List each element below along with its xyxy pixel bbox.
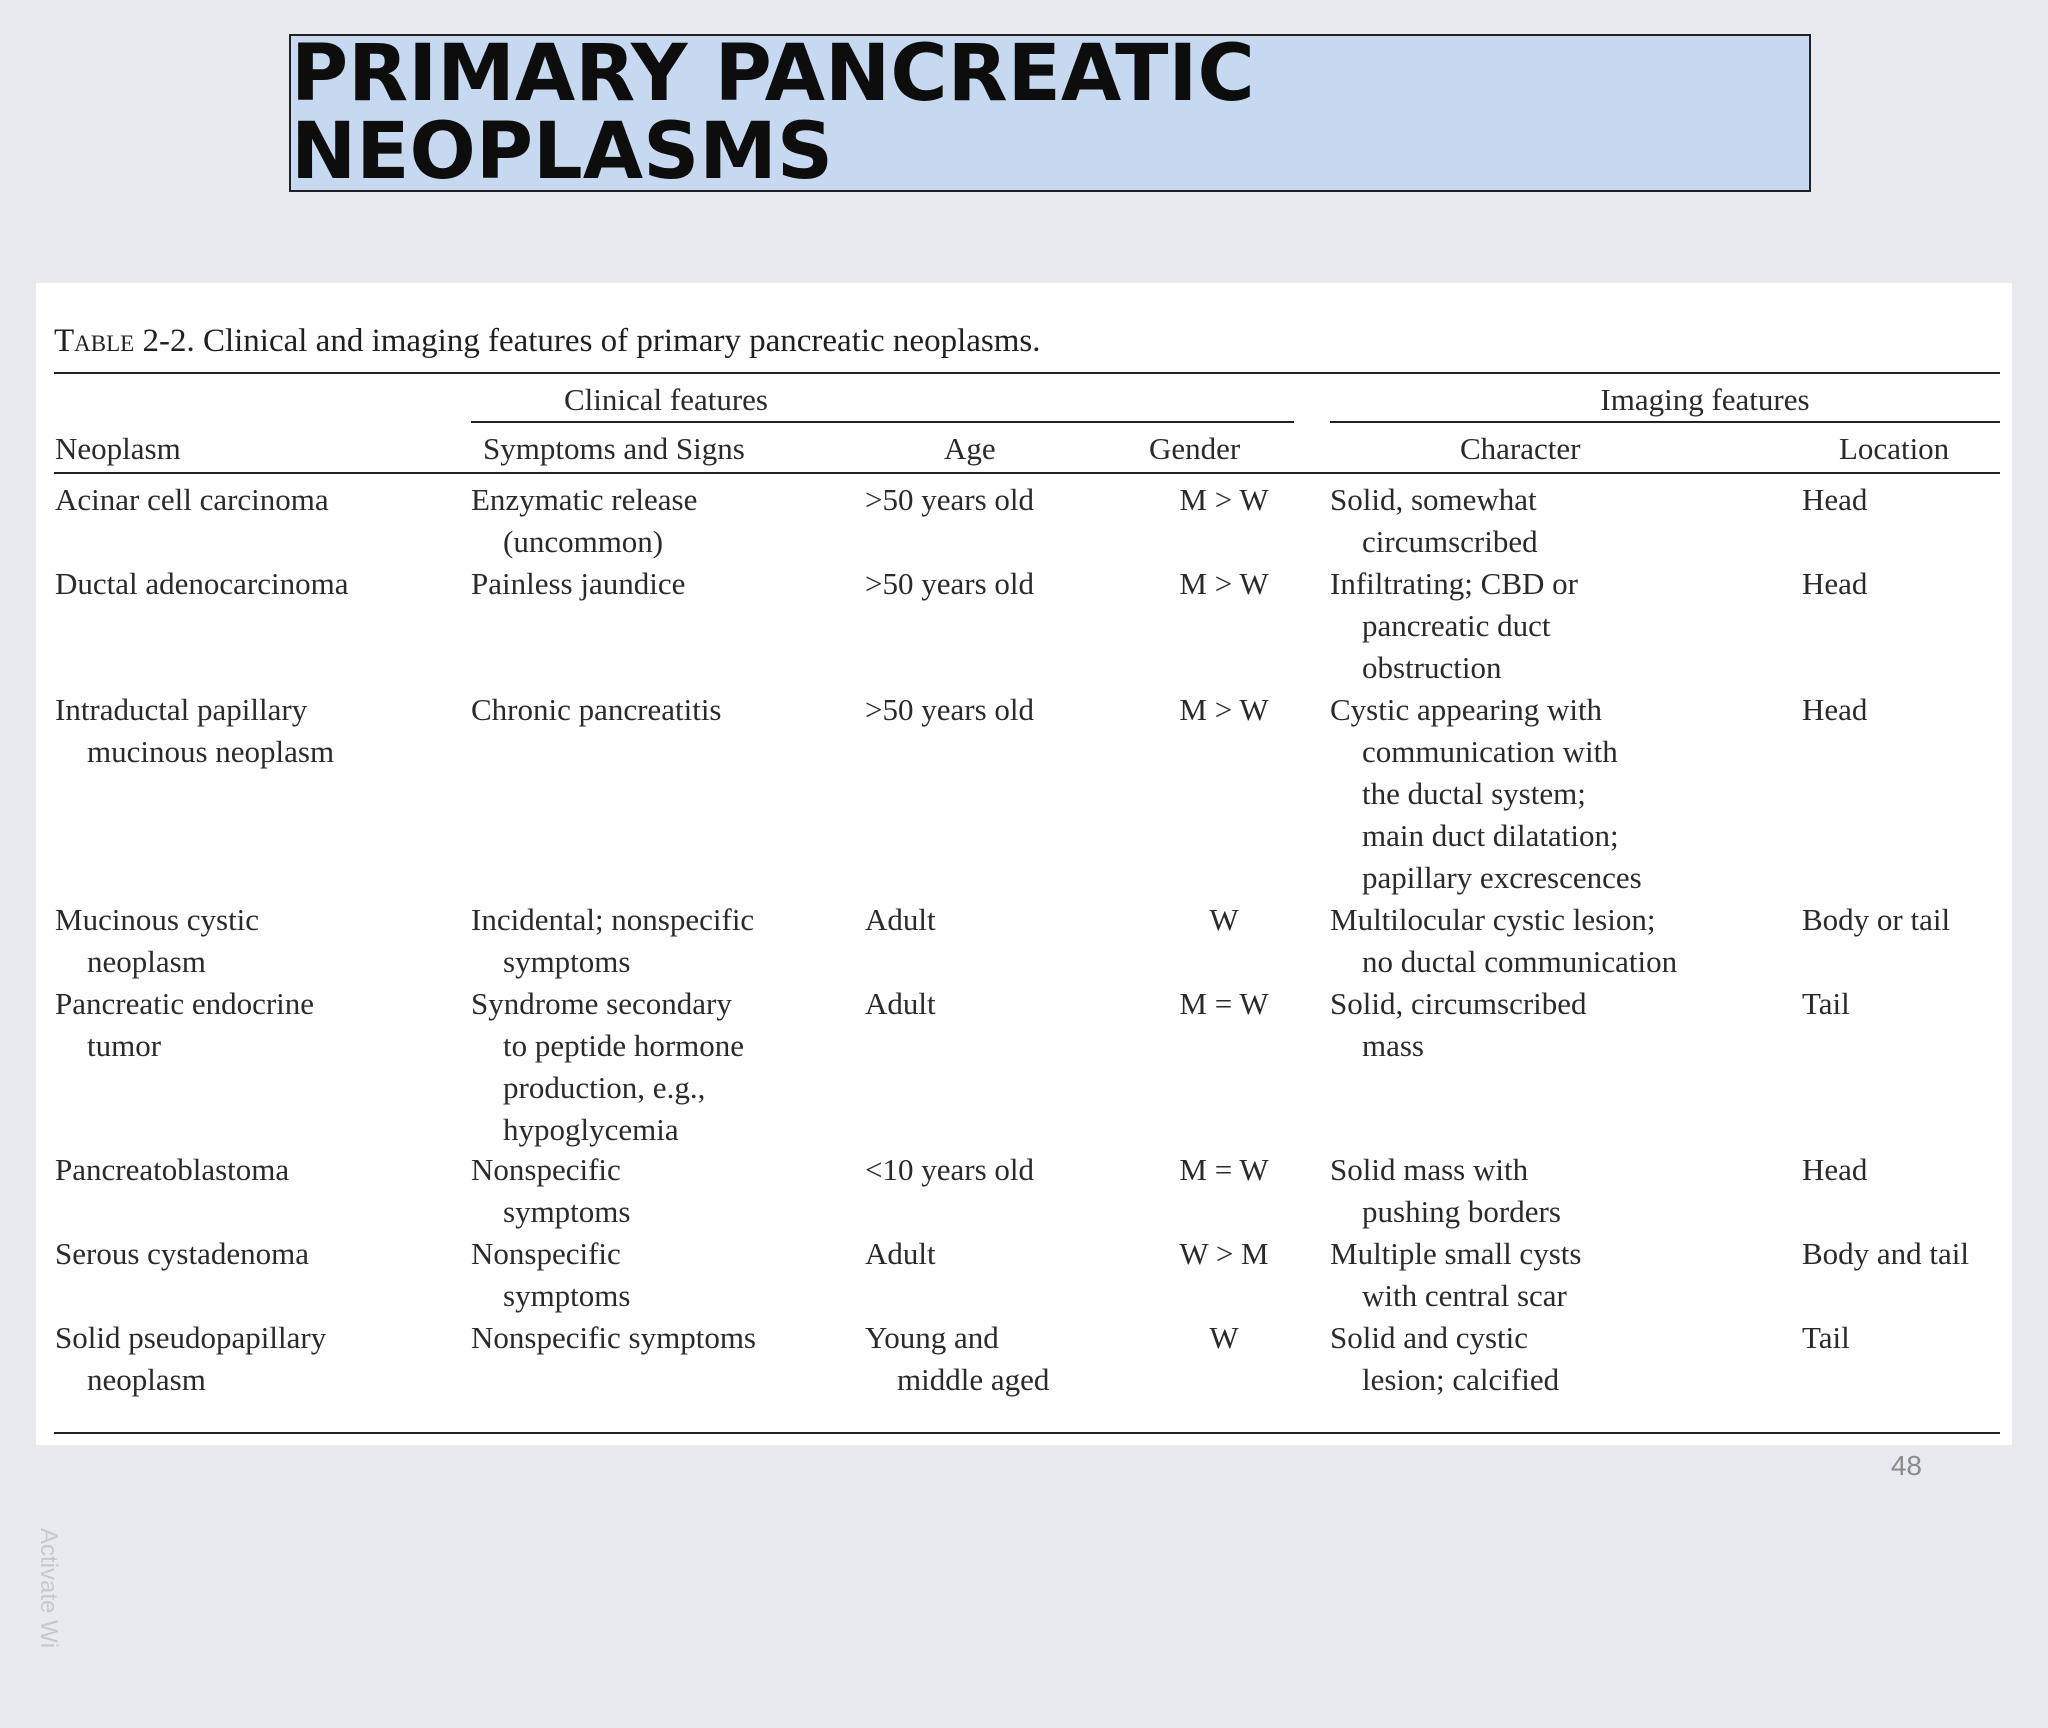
cell-symptoms-line: Enzymatic release — [471, 482, 698, 517]
cell-neoplasm-line: tumor — [87, 1028, 162, 1063]
cell-gender-line: M = W — [1179, 1152, 1269, 1187]
cell-symptoms-line: Syndrome secondary — [471, 986, 732, 1021]
slide-title-box — [289, 29, 1811, 197]
cell-character-line: Cystic appearing with — [1330, 692, 1603, 727]
cell-character-line: Solid, circumscribed — [1330, 986, 1587, 1021]
cell-location — [1802, 899, 1950, 941]
cell-location-line: Body and tail — [1802, 1236, 1970, 1271]
cell-character — [1330, 689, 1642, 899]
cell-gender — [1149, 563, 1299, 605]
cell-neoplasm-line: Pancreatic endocrine — [55, 986, 315, 1021]
cell-character-line: circumscribed — [1362, 524, 1538, 559]
cell-symptoms — [471, 689, 722, 731]
cell-neoplasm-line: Mucinous cystic — [55, 902, 260, 937]
cell-symptoms-line: Incidental; nonspecific — [471, 902, 755, 937]
cell-age — [865, 563, 1034, 605]
cell-symptoms-line: symptoms — [503, 944, 631, 979]
cell-age-line: Adult — [865, 986, 936, 1021]
cell-gender — [1149, 689, 1299, 731]
cell-character — [1330, 983, 1587, 1067]
cell-neoplasm — [55, 1233, 309, 1275]
group-header-clinical: Clinical features — [564, 382, 768, 417]
cell-neoplasm-line: Serous cystadenoma — [55, 1236, 309, 1271]
cell-character-line: Infiltrating; CBD or — [1330, 566, 1578, 601]
table-caption — [54, 323, 1041, 360]
column-header-neoplasm: Neoplasm — [55, 431, 181, 466]
cell-location-line: Tail — [1802, 986, 1850, 1021]
cell-symptoms — [471, 983, 744, 1151]
cell-character — [1330, 1317, 1559, 1401]
cell-character-line: mass — [1362, 1028, 1424, 1063]
cell-age-line: middle aged — [897, 1362, 1050, 1397]
cell-symptoms-line: hypoglycemia — [503, 1112, 679, 1147]
cell-location-line: Head — [1802, 566, 1868, 601]
cell-character-line: papillary excrescences — [1362, 860, 1642, 895]
cell-neoplasm — [55, 983, 314, 1067]
cell-age — [865, 479, 1034, 521]
clinical-group-rule — [471, 421, 1294, 423]
cell-character-line: pushing borders — [1362, 1194, 1561, 1229]
column-header-age: Age — [944, 431, 996, 466]
cell-character-line: the ductal system; — [1362, 776, 1586, 811]
column-header-character: Character — [1460, 431, 1581, 466]
cell-age — [865, 1317, 1049, 1401]
cell-character-line: Multiple small cysts — [1330, 1236, 1582, 1271]
slide-title: PRIMARY PANCREATIC NEOPLASMS — [291, 29, 1255, 197]
column-header-location: Location — [1839, 431, 1950, 466]
cell-character-line: Solid and cystic — [1330, 1320, 1529, 1355]
cell-location-line: Head — [1802, 1152, 1868, 1187]
cell-neoplasm — [55, 1149, 289, 1191]
cell-symptoms-line: Nonspecific symptoms — [471, 1320, 756, 1355]
table-top-rule — [54, 372, 2000, 374]
cell-character-line: with central scar — [1362, 1278, 1567, 1313]
cell-location-line: Body or tail — [1802, 902, 1951, 937]
cell-location-line: Tail — [1802, 1320, 1850, 1355]
cell-location — [1802, 563, 1867, 605]
cell-character-line: no ductal communication — [1362, 944, 1678, 979]
cell-age-line: Adult — [865, 902, 936, 937]
cell-neoplasm — [55, 479, 329, 521]
cell-symptoms-line: symptoms — [503, 1194, 631, 1229]
cell-symptoms — [471, 1317, 756, 1359]
cell-location — [1802, 1149, 1867, 1191]
cell-gender — [1149, 1317, 1299, 1359]
cell-location — [1802, 983, 1850, 1025]
column-header-symptoms: Symptoms and Signs — [483, 431, 745, 466]
cell-gender-line: M > W — [1179, 692, 1269, 727]
watermark — [35, 1528, 68, 1728]
cell-location — [1802, 479, 1867, 521]
cell-gender-line: M = W — [1179, 986, 1269, 1021]
cell-neoplasm — [55, 689, 334, 773]
cell-gender — [1149, 1149, 1299, 1191]
group-header-imaging: Imaging features — [1600, 382, 1810, 417]
cell-location — [1802, 1317, 1850, 1359]
cell-symptoms-line: Nonspecific — [471, 1236, 621, 1271]
cell-symptoms-line: symptoms — [503, 1278, 631, 1313]
cell-gender-line: W — [1209, 902, 1239, 937]
cell-symptoms-line: Chronic pancreatitis — [471, 692, 722, 727]
cell-gender — [1149, 899, 1299, 941]
cell-character-line: Multilocular cystic lesion; — [1330, 902, 1656, 937]
header-bottom-rule — [54, 472, 2000, 474]
cell-neoplasm-line: neoplasm — [87, 1362, 206, 1397]
cell-character-line: lesion; calcified — [1362, 1362, 1560, 1397]
cell-location-line: Head — [1802, 692, 1868, 727]
cell-character-line: main duct dilatation; — [1362, 818, 1619, 853]
cell-symptoms — [471, 479, 697, 563]
cell-neoplasm-line: Ductal adenocarcinoma — [55, 566, 349, 601]
cell-gender-line: M > W — [1179, 482, 1269, 517]
cell-neoplasm-line: Solid pseudopapillary — [55, 1320, 327, 1355]
cell-symptoms-line: (uncommon) — [503, 524, 664, 559]
cell-age-line: >50 years old — [865, 566, 1035, 601]
cell-gender — [1149, 1233, 1299, 1275]
cell-neoplasm — [55, 899, 259, 983]
cell-symptoms — [471, 1149, 630, 1233]
watermark-text: Activate Wi — [35, 1528, 62, 1649]
cell-neoplasm-line: mucinous neoplasm — [87, 734, 335, 769]
cell-age-line: Young and — [865, 1320, 999, 1355]
cell-age — [865, 983, 936, 1025]
table-caption-label: Table 2-2. — [54, 323, 195, 359]
imaging-group-rule — [1330, 421, 2000, 423]
column-header-gender: Gender — [1149, 431, 1241, 466]
cell-neoplasm-line: neoplasm — [87, 944, 206, 979]
cell-character-line: obstruction — [1362, 650, 1502, 685]
cell-location — [1802, 1233, 1969, 1275]
cell-character-line: Solid mass with — [1330, 1152, 1529, 1187]
cell-character-line: Solid, somewhat — [1330, 482, 1537, 517]
cell-location-line: Head — [1802, 482, 1868, 517]
cell-age — [865, 1233, 936, 1275]
cell-character-line: communication with — [1362, 734, 1618, 769]
cell-gender — [1149, 983, 1299, 1025]
cell-symptoms-line: production, e.g., — [503, 1070, 706, 1105]
cell-symptoms-line: to peptide hormone — [503, 1028, 745, 1063]
cell-location — [1802, 689, 1867, 731]
cell-character — [1330, 899, 1677, 983]
cell-age — [865, 1149, 1034, 1191]
cell-age-line: <10 years old — [865, 1152, 1035, 1187]
cell-symptoms-line: Painless jaundice — [471, 566, 686, 601]
cell-symptoms — [471, 899, 754, 983]
cell-neoplasm — [55, 1317, 326, 1401]
cell-age — [865, 689, 1034, 731]
cell-character — [1330, 1233, 1581, 1317]
cell-gender-line: W — [1209, 1320, 1239, 1355]
cell-age-line: >50 years old — [865, 692, 1035, 727]
cell-neoplasm — [55, 563, 349, 605]
cell-character — [1330, 479, 1538, 563]
cell-neoplasm-line: Acinar cell carcinoma — [55, 482, 329, 517]
table-bottom-rule — [54, 1432, 2000, 1434]
cell-symptoms — [471, 563, 685, 605]
cell-symptoms-line: Nonspecific — [471, 1152, 621, 1187]
table-caption-text: Clinical and imaging features of primary pancreatic neoplasms. — [202, 323, 1041, 359]
cell-gender-line: W > M — [1179, 1236, 1269, 1271]
cell-character-line: pancreatic duct — [1362, 608, 1551, 643]
cell-character — [1330, 1149, 1561, 1233]
cell-gender — [1149, 479, 1299, 521]
cell-neoplasm-line: Pancreatoblastoma — [55, 1152, 290, 1187]
cell-neoplasm-line: Intraductal papillary — [55, 692, 308, 727]
cell-symptoms — [471, 1233, 630, 1317]
cell-character — [1330, 563, 1578, 689]
cell-age — [865, 899, 936, 941]
cell-age-line: Adult — [865, 1236, 936, 1271]
page-number: 48 — [1890, 1450, 1922, 1481]
cell-gender-line: M > W — [1179, 566, 1269, 601]
cell-age-line: >50 years old — [865, 482, 1035, 517]
